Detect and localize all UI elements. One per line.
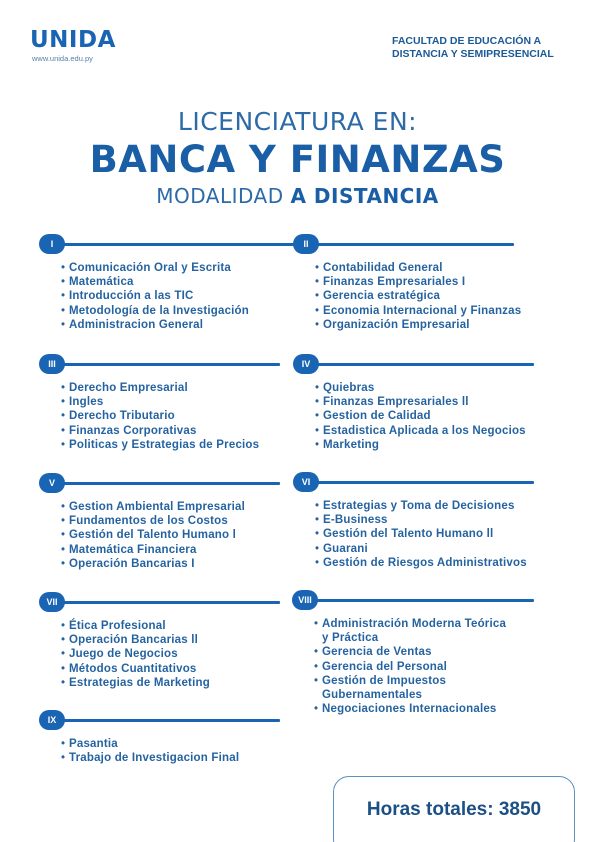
course-item: • Gerencia de Ventas <box>314 646 432 659</box>
semester-badge: VII <box>39 592 65 612</box>
course-item: • Economia Internacional y Finanzas <box>315 304 522 317</box>
semester-divider <box>59 719 280 722</box>
semester-block-3 <box>39 354 259 452</box>
course-item: • Gerencia del Personal <box>314 660 448 673</box>
course-item: • Métodos Cuantitativos <box>61 662 197 675</box>
modality-prefix: MODALIDAD <box>156 184 291 208</box>
semester-divider <box>59 243 300 246</box>
semester-block-8 <box>292 590 506 716</box>
course-list <box>315 499 527 570</box>
semester-divider <box>59 482 280 485</box>
semester-block-1 <box>39 234 249 332</box>
course-item: • Ingles <box>61 396 104 409</box>
semester-block-6 <box>293 472 527 570</box>
course-item: • Introducción a las TIC <box>61 290 194 303</box>
unida-logo <box>30 28 116 63</box>
course-list <box>314 617 506 716</box>
course-item: • Estrategias y Toma de Decisiones <box>315 500 515 512</box>
course-item: • Matemática <box>61 276 134 289</box>
course-item: • Gestion Ambiental Empresarial <box>61 501 246 513</box>
course-list <box>61 261 249 332</box>
semester-block-7 <box>39 592 210 690</box>
semester-badge: IV <box>293 354 319 374</box>
course-item: • Guarani <box>315 542 368 555</box>
semester-divider <box>316 599 534 602</box>
faculty-name <box>392 35 554 61</box>
course-item: • Gestión del Talento Humano ll <box>315 528 494 541</box>
course-item: • Administración Moderna Teórica y Práctica <box>314 618 507 645</box>
semester-badge: V <box>39 473 65 493</box>
title-degree-prefix: LICENCIATURA EN: <box>177 107 418 136</box>
course-list <box>315 261 521 332</box>
total-hours-box <box>333 776 575 842</box>
semester-divider <box>59 363 280 366</box>
course-item: • Juego de Negocios <box>61 648 178 661</box>
semester-divider <box>61 601 280 604</box>
semester-badge: VIII <box>292 590 318 610</box>
course-item: • Pasantia <box>61 738 118 750</box>
course-list <box>61 737 239 765</box>
course-item: • Marketing <box>315 438 380 451</box>
semester-block-9 <box>39 710 239 765</box>
course-item: • Operación Bancarias ll <box>61 634 199 647</box>
course-item: • Finanzas Corporativas <box>61 424 197 437</box>
course-list <box>61 500 245 571</box>
course-item: • Gestión del Talento Humano l <box>61 529 237 542</box>
course-item: • Organización Empresarial <box>315 318 470 331</box>
course-list <box>61 619 210 690</box>
course-item: • Gerencia estratégica <box>315 290 441 303</box>
course-item: • Contabilidad General <box>315 262 443 274</box>
faculty-line-1: FACULTAD DE EDUCACIÓN A <box>392 35 542 47</box>
course-item: • Administracion General <box>61 318 204 331</box>
course-item: • Estrategias de Marketing <box>61 676 210 689</box>
title-program-name: BANCA Y FINANZAS <box>89 138 506 181</box>
course-item: • E-Business <box>315 514 388 527</box>
course-item: • Gestion de Calidad <box>315 410 431 423</box>
course-item: • Metodología de la Investigación <box>61 304 250 317</box>
course-item: • Derecho Tributario <box>61 410 175 423</box>
semester-block-2 <box>293 234 521 332</box>
course-item: • Operación Bancarias I <box>61 557 195 570</box>
semester-block-4 <box>293 354 526 452</box>
course-item: • Gestión de Riesgos Administrativos <box>315 556 527 569</box>
title-modality <box>0 184 595 208</box>
semester-badge: II <box>293 234 319 254</box>
semester-badge: I <box>39 234 65 254</box>
course-item: • Gestión de Impuestos Gubernamentales <box>314 674 447 702</box>
modality-bold: A DISTANCIA <box>290 184 439 208</box>
course-item: • Negociaciones Internacionales <box>314 703 497 716</box>
course-item: • Matemática Financiera <box>61 543 197 556</box>
course-item: • Estadistica Aplicada a los Negocios <box>315 424 526 437</box>
course-item: • Finanzas Empresariales I <box>315 276 466 289</box>
semester-divider <box>313 243 514 246</box>
course-item: • Fundamentos de los Costos <box>61 515 228 528</box>
course-item: • Politicas y Estrategias de Precios <box>61 438 260 451</box>
course-item: • Finanzas Empresariales ll <box>315 396 469 409</box>
semester-badge: VI <box>293 472 319 492</box>
course-item: • Ética Profesional <box>61 620 166 632</box>
course-item: • Derecho Empresarial <box>61 382 188 394</box>
course-list <box>61 381 259 452</box>
semester-divider <box>313 481 534 484</box>
logo-url: www.unida.edu.py <box>32 54 93 63</box>
course-list <box>315 381 526 452</box>
semester-badge: IX <box>39 710 65 730</box>
course-item: • Trabajo de Investigacion Final <box>61 752 240 765</box>
course-item: • Comunicación Oral y Escrita <box>61 262 231 274</box>
course-item: • Quiebras <box>315 382 375 394</box>
logo-wordmark: UNIDA <box>30 27 116 53</box>
semester-badge: III <box>39 354 65 374</box>
faculty-line-2: DISTANCIA Y SEMIPRESENCIAL <box>392 48 554 60</box>
semester-divider <box>313 363 534 366</box>
semester-block-5 <box>39 473 245 571</box>
total-hours-label: Horas totales: 3850 <box>366 799 542 820</box>
